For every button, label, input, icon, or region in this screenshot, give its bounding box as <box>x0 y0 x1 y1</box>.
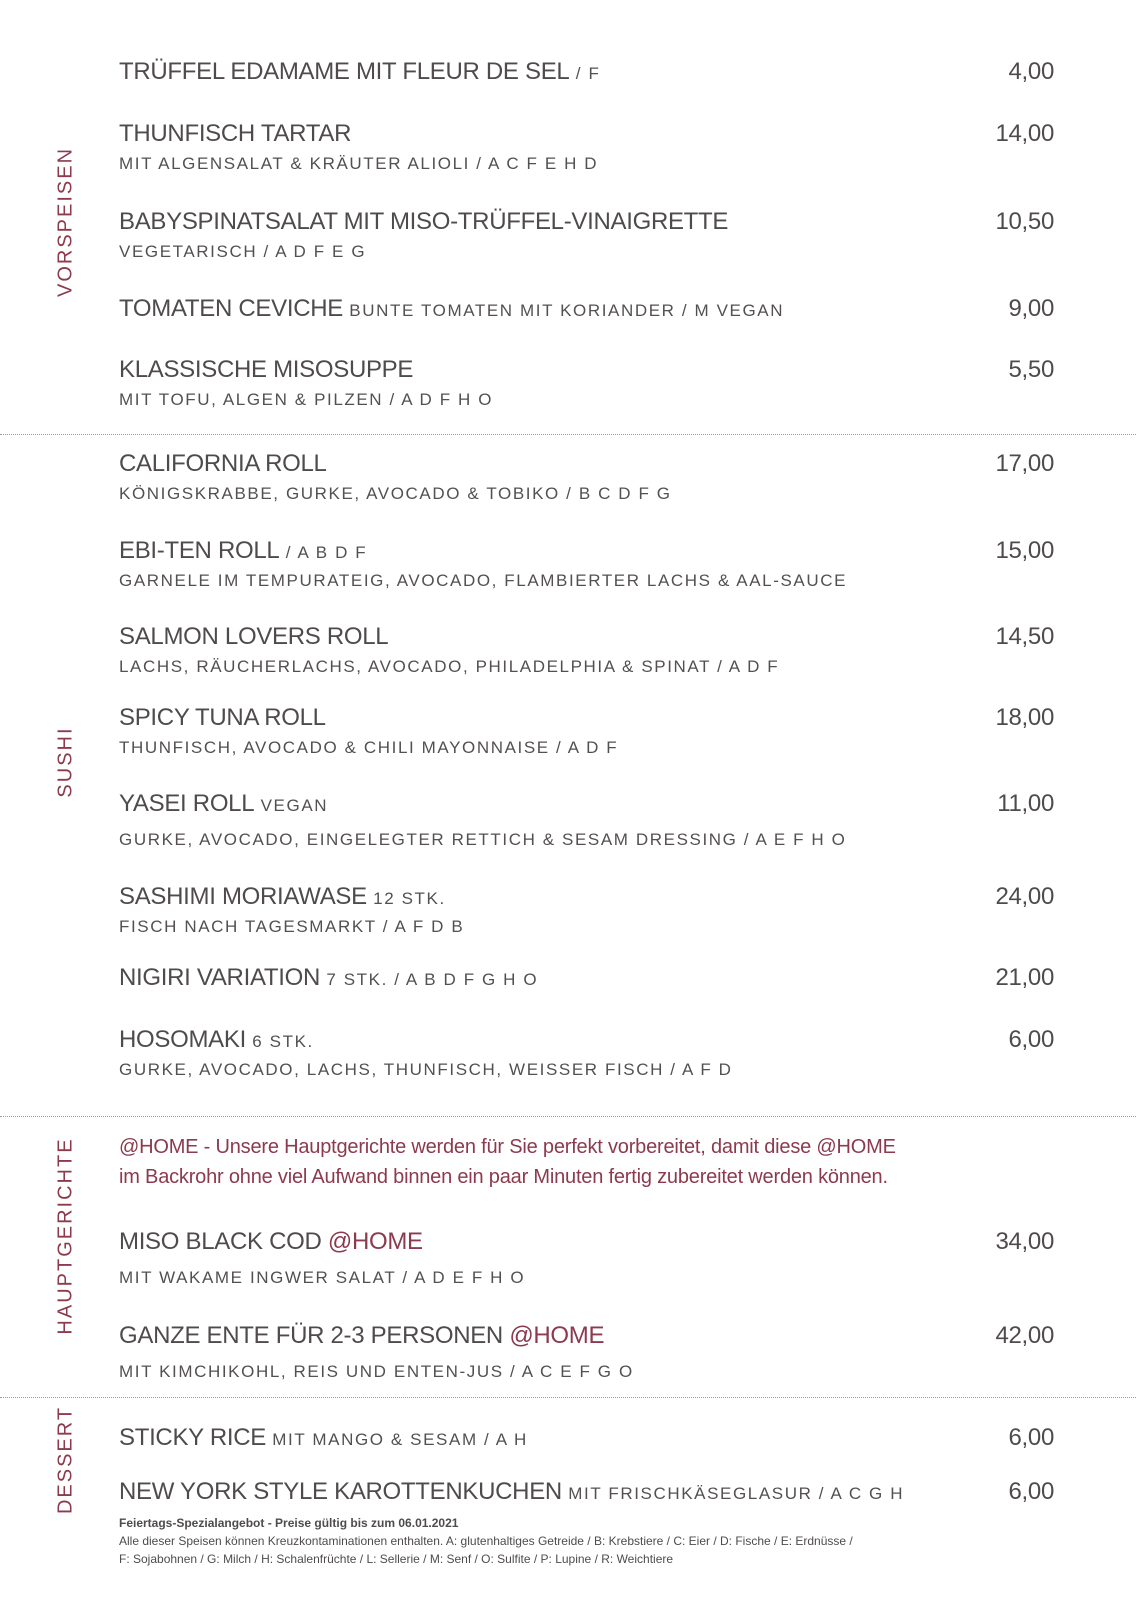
section-label-hauptgerichte: HAUPTGERICHTE <box>54 1137 77 1335</box>
item-name: TOMATEN CEVICHE <box>119 295 343 322</box>
section-label-dessert: DESSERT <box>54 1405 77 1515</box>
item-price: 15,00 <box>995 537 1054 564</box>
item-price: 6,00 <box>1008 1478 1054 1505</box>
home-note-line: @HOME - Unsere Hauptgerichte werden für Sie perfekt vorbereitet, damit diese @HOME <box>119 1136 896 1158</box>
item-allergens: 7 STK. / A B D F G H O <box>320 970 539 989</box>
home-tag: @HOME <box>321 1228 423 1255</box>
item-name: SALMON LOVERS ROLL <box>119 623 389 650</box>
item-description: MIT TOFU, ALGEN & PILZEN / A D F H O <box>119 390 494 409</box>
item-description: VEGETARISCH / A D F E G <box>119 242 367 261</box>
footer-offer: Feiertags-Spezialangebot - Preise gültig bis zum 06.01.2021 <box>119 1516 459 1530</box>
item-price: 5,50 <box>1008 356 1054 383</box>
item-description: MIT WAKAME INGWER SALAT / A D E F H O <box>119 1268 526 1287</box>
item-name: KLASSISCHE MISOSUPPE <box>119 356 414 383</box>
item-price: 14,00 <box>995 120 1054 147</box>
item-description: GURKE, AVOCADO, EINGELEGTER RETTICH & SESAM DRESSING / A E F H O <box>119 830 847 849</box>
item-price: 18,00 <box>995 704 1054 731</box>
menu-item-sticky-rice <box>119 1424 1054 1452</box>
item-name: SASHIMI MORIAWASE <box>119 883 367 910</box>
menu-item-babyspinatsalat <box>119 208 1054 262</box>
section-divider <box>0 1397 1136 1398</box>
menu-item-hosomaki <box>119 1026 1054 1080</box>
menu-item-salmon-lovers-roll <box>119 623 1054 677</box>
item-description: MIT FRISCHKÄSEGLASUR / A C G H <box>561 1484 905 1503</box>
menu-item-yasei-roll <box>119 790 1054 850</box>
item-name: SPICY TUNA ROLL <box>119 704 326 731</box>
item-description: GURKE, AVOCADO, LACHS, THUNFISCH, WEISSER FISCH / A F D <box>119 1060 733 1079</box>
item-name: NIGIRI VARIATION <box>119 964 320 991</box>
item-name: THUNFISCH TARTAR <box>119 120 352 147</box>
menu-item-ganze-ente <box>119 1322 1054 1382</box>
menu-item-ebi-ten-roll <box>119 537 1054 591</box>
item-description: BUNTE TOMATEN MIT KORIANDER / M VEGAN <box>342 301 785 320</box>
item-price: 11,00 <box>997 790 1054 817</box>
section-divider <box>0 1116 1136 1117</box>
item-name: CALIFORNIA ROLL <box>119 450 327 477</box>
item-name: YASEI ROLL <box>119 790 255 817</box>
item-allergens: / F <box>569 64 601 83</box>
menu-item-california-roll <box>119 450 1054 504</box>
item-description: FISCH NACH TAGESMARKT / A F D B <box>119 917 465 936</box>
item-price: 34,00 <box>995 1228 1054 1255</box>
item-name: TRÜFFEL EDAMAME MIT FLEUR DE SEL <box>119 58 570 85</box>
item-price: 6,00 <box>1008 1424 1054 1451</box>
item-price: 6,00 <box>1008 1026 1054 1053</box>
item-price: 4,00 <box>1008 58 1054 85</box>
footer-allergens: F: Sojabohnen / G: Milch / H: Schalenfrüchte / L: Sellerie / M: Senf / O: Sulfite / P: Lupine / R: Weichtiere <box>119 1552 674 1566</box>
item-allergens: / A B D F <box>279 543 368 562</box>
item-name: MISO BLACK COD <box>119 1228 322 1255</box>
item-price: 17,00 <box>995 450 1054 477</box>
menu-item-karottenkuchen <box>119 1478 1054 1506</box>
item-description: LACHS, RÄUCHERLACHS, AVOCADO, PHILADELPHIA & SPINAT / A D F <box>119 657 780 676</box>
section-label-sushi: SUSHI <box>54 726 77 798</box>
item-quantity: 12 STK. <box>366 889 446 908</box>
menu-item-sashimi-moriawase <box>119 883 1054 937</box>
item-name: EBI-TEN ROLL <box>119 537 280 564</box>
menu-item-tomaten-ceviche <box>119 295 1054 323</box>
item-price: 10,50 <box>995 208 1054 235</box>
item-price: 21,00 <box>995 964 1054 991</box>
item-description: MIT MANGO & SESAM / A H <box>265 1430 528 1449</box>
item-tag: VEGAN <box>254 796 329 815</box>
item-name: STICKY RICE <box>119 1424 266 1451</box>
item-price: 24,00 <box>995 883 1054 910</box>
section-label-vorspeisen: VORSPEISEN <box>54 146 77 298</box>
home-tag: @HOME <box>502 1322 605 1349</box>
menu-item-edamame <box>119 58 1054 86</box>
allergen-footer <box>119 1514 1019 1568</box>
item-name: HOSOMAKI <box>119 1026 246 1053</box>
item-description: KÖNIGSKRABBE, GURKE, AVOCADO & TOBIKO / B C D F G <box>119 484 672 503</box>
section-divider <box>0 434 1136 435</box>
item-description: THUNFISCH, AVOCADO & CHILI MAYONNAISE / A D F <box>119 738 619 757</box>
item-name: BABYSPINATSALAT MIT MISO-TRÜFFEL-VINAIGRETTE <box>119 208 729 235</box>
home-note-line: im Backrohr ohne viel Aufwand binnen ein paar Minuten fertig zubereitet werden können. <box>119 1166 888 1188</box>
menu-item-nigiri-variation <box>119 964 1054 992</box>
item-description: MIT ALGENSALAT & KRÄUTER ALIOLI / A C F E H D <box>119 154 599 173</box>
item-description: GARNELE IM TEMPURATEIG, AVOCADO, FLAMBIERTER LACHS & AAL-SAUCE <box>119 571 848 590</box>
footer-allergens: Alle dieser Speisen können Kreuzkontaminationen enthalten. A: glutenhaltiges Getreide / B: Krebstiere / C: Eier / D: Fische / E: Erdnüsse / <box>119 1534 853 1548</box>
menu-item-miso-black-cod <box>119 1228 1054 1288</box>
item-price: 9,00 <box>1008 295 1054 322</box>
home-note <box>119 1132 1054 1192</box>
menu-item-thunfisch-tartar <box>119 120 1054 174</box>
item-quantity: 6 STK. <box>245 1032 314 1051</box>
item-price: 42,00 <box>995 1322 1054 1349</box>
item-price: 14,50 <box>995 623 1054 650</box>
item-name: GANZE ENTE FÜR 2-3 PERSONEN <box>119 1322 503 1349</box>
menu-item-misosuppe <box>119 356 1054 410</box>
item-description: MIT KIMCHIKOHL, REIS UND ENTEN-JUS / A C E F G O <box>119 1362 634 1381</box>
menu-item-spicy-tuna-roll <box>119 704 1054 758</box>
item-name: NEW YORK STYLE KAROTTENKUCHEN <box>119 1478 562 1505</box>
